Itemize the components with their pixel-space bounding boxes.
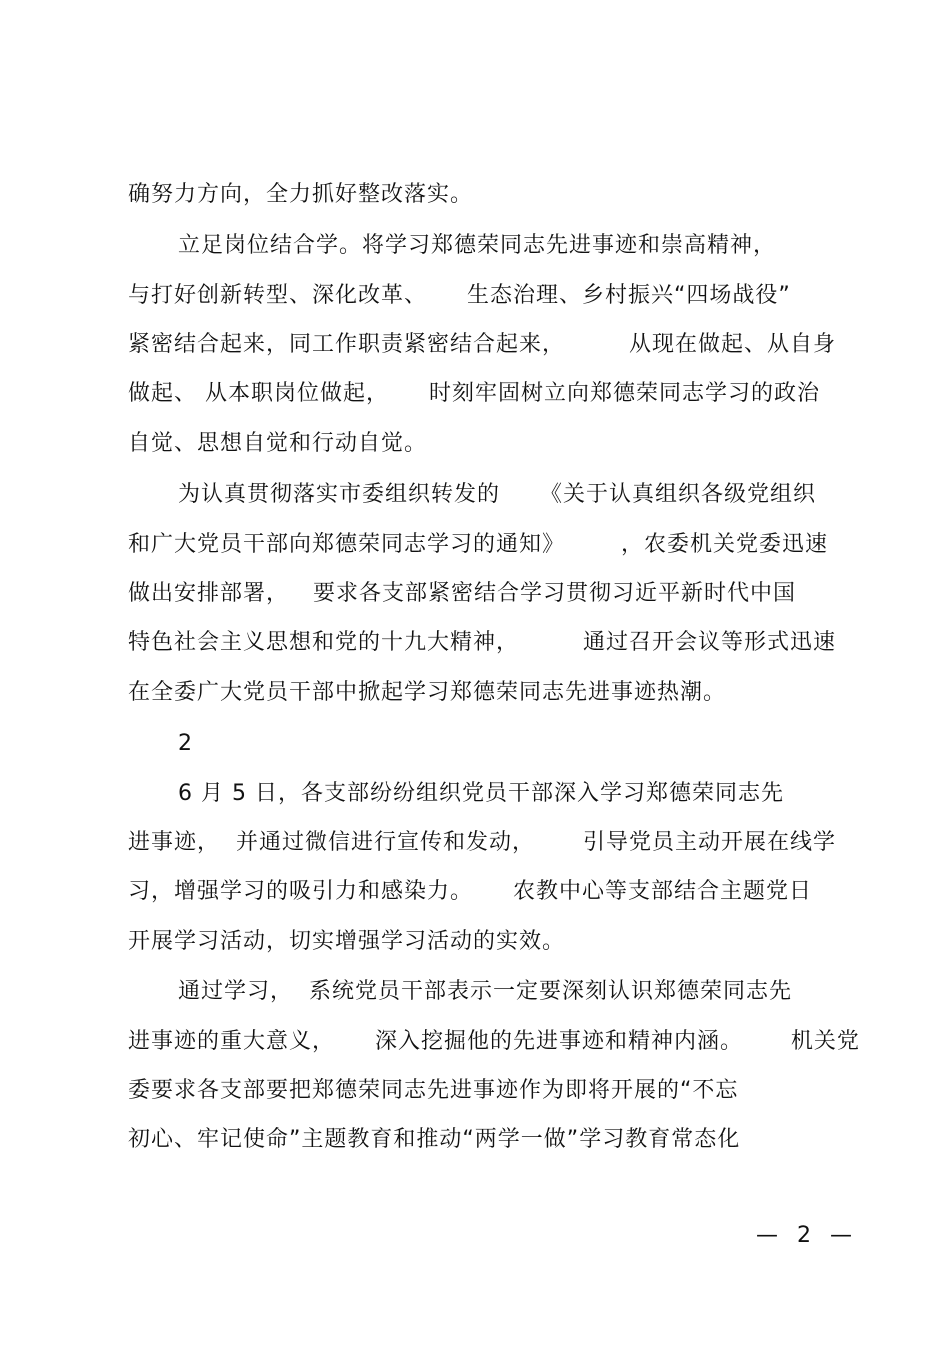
text-line-10: 特色社会主义思想和党的十九大精神， 通过召开会议等形式迅速 bbox=[128, 630, 836, 655]
text-line-2: 立足岗位结合学。将学习郑德荣同志先进事迹和崇高精神， bbox=[178, 233, 777, 258]
page-number: — 2 — bbox=[756, 1223, 858, 1248]
text-line-5: 做起、 从本职岗位做起， 时刻牢固树立向郑德荣同志学习的政治 bbox=[128, 381, 820, 406]
text-line-19: 委要求各支部要把郑德荣同志先进事迹作为即将开展的“不忘 bbox=[128, 1078, 739, 1103]
text-line-13: 6 月 5 日，各支部纷纷组织党员干部深入学习郑德荣同志先 bbox=[178, 781, 784, 806]
text-line-8: 和广大党员干部向郑德荣同志学习的通知》 ，农委机关党委迅速 bbox=[128, 532, 828, 557]
text-line-3: 与打好创新转型、深化改革、 生态治理、乡村振兴“四场战役” bbox=[128, 283, 791, 308]
text-line-16: 开展学习活动，切实增强学习活动的实效。 bbox=[128, 929, 566, 954]
text-line-20: 初心、牢记使命”主题教育和推动“两学一做”学习教育常态化 bbox=[128, 1127, 741, 1152]
text-line-9: 做出安排部署， 要求各支部紧密结合学习贯彻习近平新时代中国 bbox=[128, 581, 796, 606]
text-line-14: 进事迹， 并通过微信进行宣传和发动， 引导党员主动开展在线学 bbox=[128, 830, 836, 855]
text-line-18: 进事迹的重大意义， 深入挖掘他的先进事迹和精神内涵。 机关党 bbox=[128, 1029, 860, 1054]
text-line-12: 2 bbox=[178, 731, 193, 756]
text-line-17: 通过学习， 系统党员干部表示一定要深刻认识郑德荣同志先 bbox=[178, 979, 792, 1004]
text-line-15: 习，增强学习的吸引力和感染力。 农教中心等支部结合主题党日 bbox=[128, 879, 812, 904]
text-line-1: 确努力方向，全力抓好整改落实。 bbox=[128, 182, 474, 207]
text-line-11: 在全委广大党员干部中掀起学习郑德荣同志先进事迹热潮。 bbox=[128, 680, 727, 705]
text-line-6: 自觉、思想自觉和行动自觉。 bbox=[128, 431, 428, 456]
text-line-4: 紧密结合起来，同工作职责紧密结合起来， 从现在做起、从自身 bbox=[128, 332, 836, 357]
text-line-7: 为认真贯彻落实市委组织转发的 《关于认真组织各级党组织 bbox=[178, 482, 816, 507]
